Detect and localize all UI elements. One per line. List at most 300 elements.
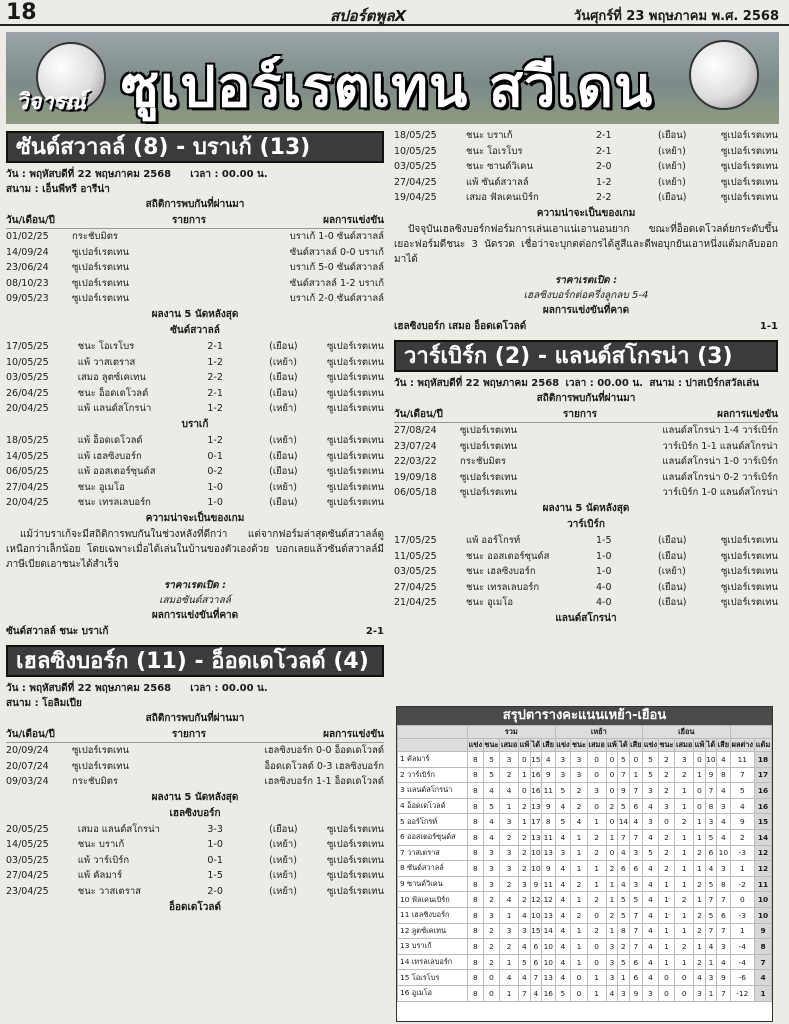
stat-cell: 8 (468, 829, 484, 845)
stat-cell: 8 (618, 923, 629, 939)
stat-cell: 5 (618, 892, 629, 908)
team-name: 3 แลนด์สโกรน่า (398, 783, 468, 799)
stat-cell: 4 (500, 892, 519, 908)
stat-cell: 7 (717, 985, 731, 1001)
goal-diff-cell: 2 (730, 829, 754, 845)
stat-cell: 4 (643, 970, 659, 986)
stat-cell: 2 (519, 845, 531, 861)
stat-cell: 4 (643, 907, 659, 923)
form-row (6, 495, 384, 511)
stat-cell: 12 (530, 892, 541, 908)
stat-cell: 7 (717, 892, 731, 908)
team-name: 1 คัลมาร์ (398, 752, 468, 768)
match-result: บราเก้ 2-0 ซันด์สวาลล์ (289, 293, 384, 305)
points-cell: 10 (755, 892, 772, 908)
match-day: วัน : พฤหัสบดีที่ 22 พฤษภาคม 2568 (6, 169, 172, 180)
stat-cell: 5 (643, 767, 659, 783)
competition: ซูเปอร์เรตเทน (460, 440, 518, 452)
column-header: แข่ง (555, 739, 571, 752)
stat-cell: 1 (519, 767, 531, 783)
stat-cell: 4 (555, 970, 571, 986)
stat-cell: 2 (587, 845, 606, 861)
stat-cell: 3 (606, 939, 618, 955)
stat-cell: 0 (571, 970, 587, 986)
team-name: 6 ออสเตอร์ซุนด์ส (398, 829, 468, 845)
stat-cell: 3 (500, 923, 519, 939)
stat-cell: 8 (468, 970, 484, 986)
form-row (6, 480, 384, 496)
h2h-row (6, 291, 384, 307)
match-date: 17/05/25 (394, 534, 437, 546)
stat-cell: 1 (571, 892, 587, 908)
stat-cell: 5 (618, 798, 629, 814)
stat-cell: 4 (694, 970, 706, 986)
stat-cell: 1 (694, 861, 706, 877)
table-row (398, 923, 772, 939)
stat-cell: 7 (629, 939, 643, 955)
stat-cell: 6 (629, 861, 643, 877)
group-away: เยือน (643, 726, 731, 739)
stat-cell: 2 (519, 829, 531, 845)
analysis-text: ปัจจุบันเฮลซิงบอร์กฟอร์มการเล่นเอาแน่เอานอนยาก ขณะที่อ็อดเดโวลด์ยกระดับขึ้นเยอะฟอร์มดีชนะ 3 นัดรวด เชื่อว่าจะบุกตต่อกรได้สูสีและดีพอบุกยันเอาหนึ่งแต้มกลับออกมาได้ (394, 223, 778, 265)
stat-cell: 1 (658, 876, 674, 892)
match-date: 03/05/25 (6, 372, 49, 384)
stat-cell: 13 (542, 970, 556, 986)
stat-cell: 2 (694, 907, 706, 923)
competition: กระชับมิตร (72, 776, 118, 788)
stat-cell: 2 (694, 954, 706, 970)
team-name: 5 ออร์โกรท์ (398, 814, 468, 830)
stat-cell: 1 (571, 861, 587, 877)
score: 4-0 (596, 581, 612, 593)
stat-cell: 0 (587, 954, 606, 970)
stat-cell: 10 (542, 939, 556, 955)
venue-type: (เหย้า) (269, 434, 297, 446)
stat-cell: 4 (500, 970, 519, 986)
stat-cell: 2 (658, 767, 674, 783)
blank-header (730, 726, 771, 739)
stat-cell: 0 (519, 783, 531, 799)
stat-cell: 2 (500, 939, 519, 955)
col-comp: รายการ (172, 728, 206, 740)
points-cell: 10 (755, 907, 772, 923)
form-list (6, 822, 384, 900)
opponent: แพ้ คัลมาร์ (77, 870, 123, 882)
stat-cell: 7 (705, 892, 716, 908)
venue-type: (เหย้า) (269, 839, 297, 851)
h2h-row (6, 743, 384, 759)
venue-type: (เหย้า) (269, 854, 297, 866)
stat-cell: 6 (618, 861, 629, 877)
stat-cell: 7 (717, 923, 731, 939)
stat-cell: 9 (530, 876, 541, 892)
stat-cell: 3 (705, 970, 716, 986)
stat-cell: 8 (468, 767, 484, 783)
points-cell: 14 (755, 829, 772, 845)
score: 1-0 (207, 481, 223, 493)
form-team: เฮลซิงบอร์ก (169, 807, 221, 819)
stat-cell: 0 (519, 752, 531, 768)
stat-cell: 1 (587, 876, 606, 892)
stat-cell: 16 (542, 985, 556, 1001)
stat-cell: 6 (717, 907, 731, 923)
stat-cell: 7 (629, 783, 643, 799)
opponent: แพ้ ออร์โกรท์ (466, 534, 521, 546)
form-row (6, 868, 384, 884)
stat-cell: 7 (629, 907, 643, 923)
opponent: ชนะ อูเมโอ (466, 597, 514, 609)
match-date: 06/05/25 (6, 466, 49, 478)
predict-text: เฮลซิงบอร์ก เสมอ อ็อดเดโวลด์ (394, 320, 527, 332)
match-title: ซันด์สวาลล์ (8) - บราเก้ (13) (6, 131, 384, 163)
score: 1-0 (596, 566, 612, 578)
stat-cell: 6 (530, 939, 541, 955)
stat-cell: 1 (500, 954, 519, 970)
stat-cell: 2 (500, 876, 519, 892)
stat-cell: 1 (618, 970, 629, 986)
stat-cell: 3 (500, 845, 519, 861)
venue-type: (เยือน) (658, 130, 687, 141)
opponent: แพ้ เฮลซิงบอร์ก (77, 450, 142, 462)
venue-type: (เยือน) (269, 340, 298, 352)
venue-type: (เยือน) (269, 823, 298, 835)
competition: ซูเปอร์เรตเทน (326, 823, 385, 835)
column-header: ผลต่าง (730, 739, 754, 752)
stat-cell: 11 (542, 829, 556, 845)
analysis-heading: ความน่าจะเป็นของเกม (536, 207, 636, 219)
match-result: วาร์เบิร์ก 1-0 แลนด์สโกรน่า (662, 487, 778, 499)
team-name: 15 โอเรโบร (398, 970, 468, 986)
h2h-row (394, 454, 778, 470)
stat-cell: 1 (500, 907, 519, 923)
stat-cell: 4 (717, 783, 731, 799)
opponent: ชนะ เทรลเลบอร์ก (77, 497, 151, 509)
form-team: บราเก้ (181, 418, 209, 430)
stat-cell: 1 (694, 939, 706, 955)
match-date: 27/08/24 (394, 424, 437, 436)
match-result: วาร์เบิร์ก 1-1 แลนด์สโกรน่า (662, 440, 778, 452)
football-icon (689, 40, 759, 110)
form-row (394, 159, 778, 175)
team-name: 12 ลูตซ์เคเทน (398, 923, 468, 939)
h2h-header (394, 407, 778, 423)
stat-cell: 8 (468, 783, 484, 799)
table-row (398, 814, 772, 830)
stat-cell: 1 (675, 783, 694, 799)
stat-cell: 0 (694, 798, 706, 814)
column-header: เสมอ (500, 739, 519, 752)
h2h-row (6, 276, 384, 292)
table-row (398, 845, 772, 861)
stat-cell: 13 (542, 907, 556, 923)
stat-cell: 1 (705, 985, 716, 1001)
stat-cell: 8 (468, 939, 484, 955)
match-result: บราเก้ 1-0 ซันด์สวาลล์ (289, 231, 384, 242)
stat-cell: 13 (542, 845, 556, 861)
match-venue: สนาม : โอลิมเปีย (6, 697, 82, 709)
stat-cell: 4 (643, 939, 659, 955)
stat-cell: 8 (468, 814, 484, 830)
competition: ซูเปอร์เรตเทน (326, 466, 385, 478)
competition: ซูเปอร์เรตเทน (326, 854, 385, 866)
stat-cell: 3 (555, 767, 571, 783)
stat-cell: 15 (530, 752, 541, 768)
stat-cell: 0 (587, 939, 606, 955)
form-row (394, 564, 778, 580)
table-row (398, 985, 772, 1001)
col-date: วัน/เดือน/ปี (6, 728, 55, 740)
team-name: 9 ซานด์วิเคน (398, 876, 468, 892)
stat-cell: 0 (606, 752, 618, 768)
stat-cell: 7 (618, 829, 629, 845)
goal-diff-cell: -2 (730, 876, 754, 892)
stat-cell: 6 (705, 845, 716, 861)
stat-cell: 7 (530, 970, 541, 986)
stat-cell: 2 (658, 845, 674, 861)
competition: ซูเปอร์เรตเทน (326, 497, 385, 509)
stat-cell: 1 (675, 907, 694, 923)
stat-cell: 1 (675, 954, 694, 970)
odds-heading: ราคาเรตเปิด : (163, 579, 227, 591)
competition: ซูเปอร์เรตเทน (326, 481, 385, 493)
stat-cell: 4 (483, 783, 499, 799)
stat-cell: 2 (675, 892, 694, 908)
match-date: 23/06/24 (6, 262, 49, 274)
form-row (394, 175, 778, 191)
col-comp: รายการ (563, 408, 597, 420)
table-row (398, 876, 772, 892)
competition: ซูเปอร์เรตเทน (326, 434, 385, 446)
column-header: เสมอ (675, 739, 694, 752)
h2h-list (6, 229, 384, 307)
stat-cell: 5 (618, 752, 629, 768)
stat-cell: 0 (658, 970, 674, 986)
competition: ซูเปอร์เรตเทน (72, 277, 130, 289)
stat-cell: 1 (629, 767, 643, 783)
stat-cell: 2 (519, 798, 531, 814)
venue-type: (เยือน) (658, 597, 687, 609)
match-date: 09/03/24 (6, 776, 49, 788)
stat-cell: 10 (542, 954, 556, 970)
stat-cell: 3 (555, 752, 571, 768)
column-header: ได้ (705, 739, 716, 752)
points-cell: 12 (755, 861, 772, 877)
match-date: 10/05/25 (394, 145, 437, 157)
stat-cell: 1 (658, 939, 674, 955)
venue-type: (เยือน) (658, 550, 687, 562)
stat-cell: 5 (483, 798, 499, 814)
match-date: 11/05/25 (394, 550, 437, 562)
match-result: แลนด์สโกรน่า 1-0 วาร์เบิร์ก (662, 456, 778, 468)
odds-heading: ราคาเรตเปิด : (554, 274, 618, 286)
stat-cell: 3 (643, 814, 659, 830)
competition: ซูเปอร์เรตเทน (72, 293, 130, 305)
group-total: รวม (468, 726, 556, 739)
opponent: แพ้ อ็อดเดโวลด์ (77, 434, 143, 446)
venue-type: (เหย้า) (269, 403, 297, 415)
predict-score: 2-1 (365, 625, 384, 637)
h2h-header (6, 213, 384, 229)
stat-cell: 3 (717, 798, 731, 814)
stat-cell: 5 (519, 954, 531, 970)
stat-cell: 10 (530, 861, 541, 877)
stat-cell: 9 (542, 798, 556, 814)
match-date: 03/05/25 (394, 161, 437, 173)
match-date: 19/09/18 (394, 471, 437, 483)
h2h-row (6, 229, 384, 245)
stat-cell: 4 (643, 892, 659, 908)
stat-cell: 8 (468, 907, 484, 923)
column-header: ได้ (530, 739, 541, 752)
form-row (394, 580, 778, 596)
stat-cell: 2 (675, 814, 694, 830)
stat-cell: 6 (629, 954, 643, 970)
stat-cell: 8 (468, 876, 484, 892)
stat-cell: 4 (629, 814, 643, 830)
stat-cell: 11 (542, 783, 556, 799)
stat-cell: 10 (530, 907, 541, 923)
h2h-heading: สถิติการพบกันที่ผ่านมา (145, 712, 245, 724)
stat-cell: 1 (587, 814, 606, 830)
competition: ซูเปอร์เรตเทน (72, 246, 130, 258)
match-title: วาร์เบิร์ก (2) - แลนด์สโกรน่า (3) (394, 340, 778, 372)
opponent: ชนะ อูเมโอ (77, 481, 125, 493)
competition: กระชับมิตร (72, 231, 118, 242)
points-cell: 4 (755, 970, 772, 986)
stat-cell: 1 (571, 939, 587, 955)
stat-cell: 2 (618, 939, 629, 955)
form-row (394, 549, 778, 565)
stat-cell: 2 (519, 892, 531, 908)
points-cell: 16 (755, 783, 772, 799)
stat-cell: 4 (618, 845, 629, 861)
stat-cell: 3 (629, 876, 643, 892)
competition: ซูเปอร์เรตเทน (326, 886, 385, 898)
form-team: อ็อดเดโวลด์ (168, 901, 222, 913)
competition: ซูเปอร์เรตเทน (720, 176, 778, 188)
stat-cell: 5 (705, 907, 716, 923)
column-header: แต้ม (755, 739, 772, 752)
stat-cell: 3 (483, 845, 499, 861)
table-row (398, 798, 772, 814)
match-result: เฮลซิงบอร์ก 0-0 อ็อดเดโวลด์ (264, 744, 384, 756)
stat-cell: 2 (500, 829, 519, 845)
opponent: แพ้ วาสเตราส (77, 356, 136, 368)
score: 1-2 (207, 403, 223, 415)
stat-cell: 3 (483, 876, 499, 892)
goal-diff-cell: 0 (730, 892, 754, 908)
stat-cell: 12 (542, 892, 556, 908)
left-column (6, 128, 384, 916)
blank-header (398, 739, 468, 752)
banner-title: ซูเปอร์เรตเทน สวีเดน (121, 55, 654, 120)
stat-cell: 3 (658, 798, 674, 814)
stat-cell: 4 (483, 829, 499, 845)
stat-cell: 1 (694, 767, 706, 783)
goal-diff-cell: -3 (730, 907, 754, 923)
stat-cell: 5 (705, 876, 716, 892)
points-cell: 16 (755, 798, 772, 814)
match-date: 18/05/25 (6, 434, 49, 446)
stat-cell: 14 (618, 814, 629, 830)
competition: ซูเปอร์เรตเทน (326, 839, 385, 851)
stat-cell: 4 (643, 829, 659, 845)
opponent: ชนะ โอเรโบร (466, 145, 523, 157)
stat-cell: 1 (675, 829, 694, 845)
match-result: เฮลซิงบอร์ก 1-1 อ็อดเดโวลด์ (264, 776, 384, 788)
stat-cell: 4 (643, 861, 659, 877)
stat-cell: 2 (571, 907, 587, 923)
form-row (6, 853, 384, 869)
score: 1-5 (207, 870, 223, 882)
column-header: ได้ (618, 739, 629, 752)
stat-cell: 7 (629, 923, 643, 939)
points-cell: 7 (755, 954, 772, 970)
h2h-row (6, 260, 384, 276)
stat-cell: 4 (643, 798, 659, 814)
stat-cell: 4 (555, 954, 571, 970)
stat-cell: 1 (658, 923, 674, 939)
page-number: 18 (6, 0, 37, 25)
stat-cell: 1 (675, 845, 694, 861)
stat-cell: 0 (694, 752, 706, 768)
analysis-text: แม้ว่าบราเก้จะมีสถิติการพบกันในช่วงหลังที่ดีกว่า แต่จากฟอร์มล่าสุดซันด์สวาลล์ดูเหนือกว่าเล็กน้อย โดยเฉพาะเมื่อได้เล่นในบ้านของตัวเองด้วย บอกเลยแล้วซันด์สวาลล์มีภาษีเบียดเอาชนะได้สำเร็จ (6, 528, 384, 570)
stat-cell: 8 (468, 845, 484, 861)
form-row (6, 355, 384, 371)
score: 2-0 (596, 161, 612, 173)
venue-type: (เหย้า) (658, 176, 686, 188)
stat-cell: 7 (629, 829, 643, 845)
stat-cell: 0 (658, 814, 674, 830)
opponent: ชนะ วาสเตราส (77, 886, 141, 898)
match-day: วัน : พฤหัสบดีที่ 22 พฤษภาคม 2568 (394, 377, 560, 389)
form-row (6, 386, 384, 402)
stat-cell: 1 (519, 814, 531, 830)
score: 1-0 (207, 497, 223, 509)
match-date: 20/04/25 (6, 497, 49, 509)
competition: ซูเปอร์เรตเทน (720, 534, 778, 546)
opponent: แพ้ ออสเตอร์ซุนด์ส (77, 466, 156, 478)
stat-cell: 3 (717, 939, 731, 955)
column-header: ชนะ (571, 739, 587, 752)
score: 1-2 (207, 434, 223, 446)
team-name: 7 วาสเตราส (398, 845, 468, 861)
stat-cell: 3 (519, 923, 531, 939)
stat-cell: 1 (500, 985, 519, 1001)
match-info (6, 167, 384, 197)
competition: ซูเปอร์เรตเทน (326, 340, 385, 352)
form-row (6, 884, 384, 900)
stat-cell: 2 (606, 907, 618, 923)
goal-diff-cell: 11 (730, 752, 754, 768)
match-title: เฮลซิงบอร์ก (11) - อ็อดเดโวลด์ (4) (6, 645, 384, 677)
stat-cell: 4 (717, 829, 731, 845)
stat-cell: 3 (705, 814, 716, 830)
points-cell: 17 (755, 767, 772, 783)
competition: ซูเปอร์เรตเทน (326, 403, 385, 415)
stat-cell: 2 (606, 798, 618, 814)
match-result: แลนด์สโกรน่า 1-4 วาร์เบิร์ก (662, 424, 778, 436)
stat-cell: 15 (530, 923, 541, 939)
stat-cell: 2 (694, 845, 706, 861)
stat-cell: 6 (629, 798, 643, 814)
stat-cell: 0 (629, 752, 643, 768)
score: 2-1 (596, 145, 612, 157)
stat-cell: 13 (530, 829, 541, 845)
match-date: 19/04/25 (394, 192, 437, 204)
goal-diff-cell: -6 (730, 970, 754, 986)
stat-cell: 2 (500, 767, 519, 783)
